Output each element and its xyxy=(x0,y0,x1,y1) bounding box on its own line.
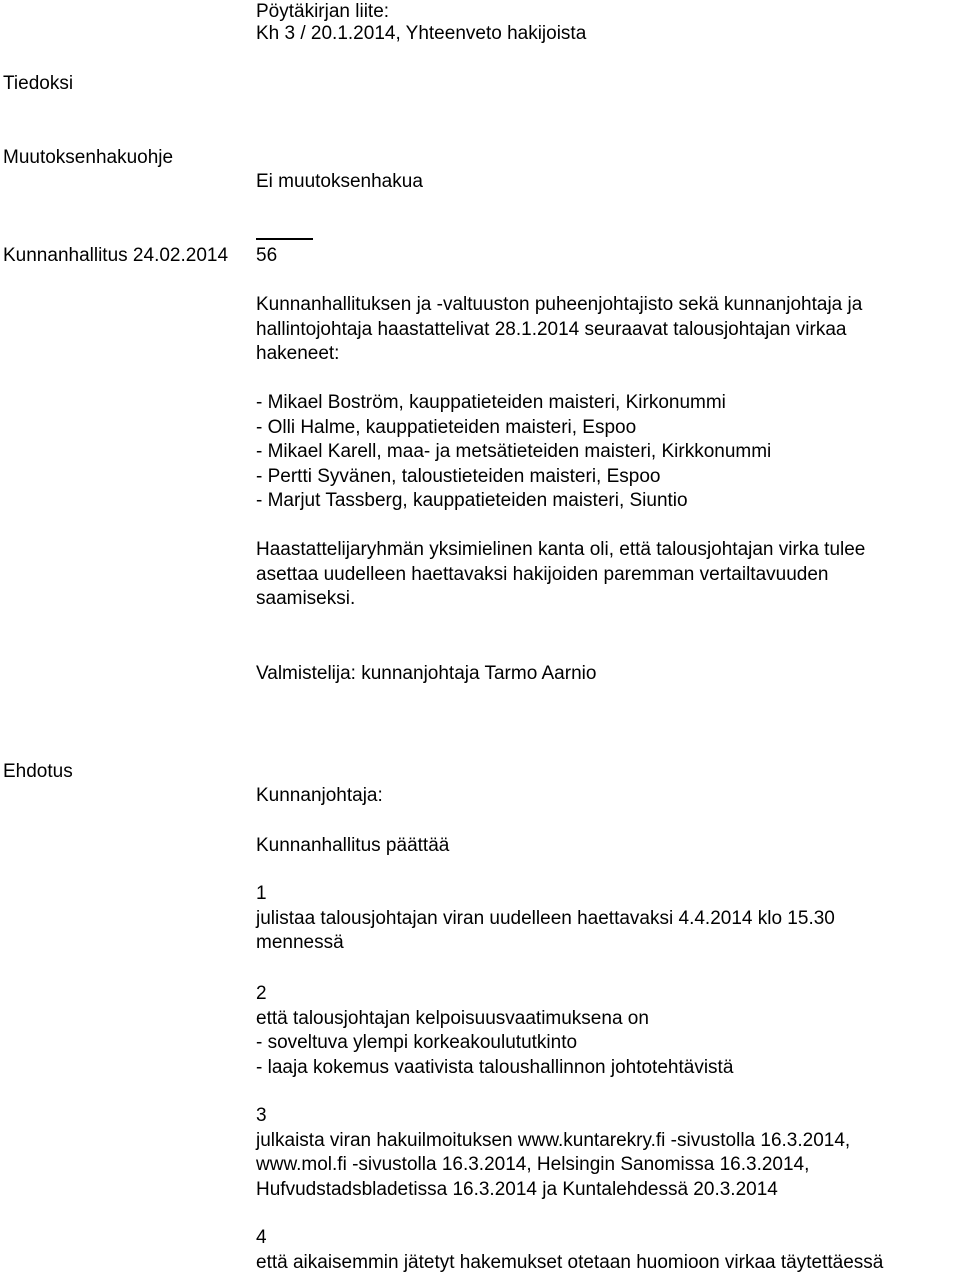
proposer-label: Kunnanjohtaja: xyxy=(256,785,383,806)
intro-paragraph xyxy=(256,293,862,367)
attachment-label: Pöytäkirjan liite: xyxy=(256,1,390,22)
applicant-item: - Mikael Boström, kauppatieteiden maisteri, Kirkonummi xyxy=(256,392,726,413)
applicant-item: - Marjut Tassberg, kauppatieteiden maisteri, Siuntio xyxy=(256,490,688,511)
intro-line: hallintojohtaja haastattelivat 28.1.2014 seuraavat talousjohtajan virkaa xyxy=(256,318,847,340)
statement-line: asettaa uudelleen haettavaksi hakijoiden paremman vertailtavuuden xyxy=(256,563,829,585)
section-number: 56 xyxy=(256,245,278,266)
decision-item-line: - laaja kokemus vaativista taloushallinnon johtotehtävistä xyxy=(256,1056,734,1078)
decision-intro: Kunnanhallitus päättää xyxy=(256,835,450,856)
proposal-label: Ehdotus xyxy=(3,761,73,782)
applicant-item: - Mikael Karell, maa- ja metsätieteiden maisteri, Kirkkonummi xyxy=(256,441,772,462)
decision-item-3 xyxy=(256,1104,850,1202)
decision-item-number: 4 xyxy=(256,1227,267,1248)
statement-line: saamiseksi. xyxy=(256,588,356,609)
decision-item-number: 3 xyxy=(256,1105,267,1126)
distribution-label: Tiedoksi xyxy=(3,73,74,94)
appeal-instructions-value: Ei muutoksenhakua xyxy=(256,171,423,192)
decision-item-line: www.mol.fi -sivustolla 16.3.2014, Helsingin Sanomissa 16.3.2014, xyxy=(256,1154,810,1175)
decision-item-line: että talousjohtajan kelpoisuusvaatimuksena on xyxy=(256,1007,649,1029)
attachment-reference: Kh 3 / 20.1.2014, Yhteenveto hakijoista xyxy=(256,23,587,44)
decision-item-line: - soveltuva ylempi korkeakoulututkinto xyxy=(256,1032,578,1053)
applicant-item: - Pertti Syvänen, taloustieteiden maisteri, Espoo xyxy=(256,465,661,487)
decision-item-4 xyxy=(256,1226,883,1275)
applicant-list xyxy=(256,391,771,514)
decision-item-1 xyxy=(256,882,835,956)
appeal-instructions-label: Muutoksenhakuohje xyxy=(3,147,174,168)
interview-statement xyxy=(256,538,865,612)
intro-line: Kunnanhallituksen ja -valtuuston puheenjohtajisto sekä kunnanjohtaja ja xyxy=(256,294,863,315)
decision-item-line: että aikaisemmin jätetyt hakemukset otetaan huomioon virkaa täytettäessä xyxy=(256,1251,884,1273)
applicant-item: - Olli Halme, kauppatieteiden maisteri, Espoo xyxy=(256,416,637,438)
decision-item-number: 2 xyxy=(256,983,267,1004)
meeting-reference: Kunnanhallitus 24.02.2014 xyxy=(3,245,229,266)
decision-item-line: julistaa talousjohtajan viran uudelleen haettavaksi 4.4.2014 klo 15.30 xyxy=(256,907,835,929)
decision-item-number: 1 xyxy=(256,883,267,904)
decision-item-line: Hufvudstadsbladetissa 16.3.2014 ja Kuntalehdessä 20.3.2014 xyxy=(256,1178,778,1200)
preparer-line: Valmistelija: kunnanjohtaja Tarmo Aarnio xyxy=(256,663,597,684)
decision-item-line: mennessä xyxy=(256,932,344,953)
decision-item-line: julkaista viran hakuilmoituksen www.kuntarekry.fi -sivustolla 16.3.2014, xyxy=(256,1129,851,1151)
statement-line: Haastattelijaryhmän yksimielinen kanta oli, että talousjohtajan virka tulee xyxy=(256,539,866,560)
section-number-rule xyxy=(256,238,313,240)
decision-item-2 xyxy=(256,982,733,1080)
intro-line: hakeneet: xyxy=(256,343,340,364)
